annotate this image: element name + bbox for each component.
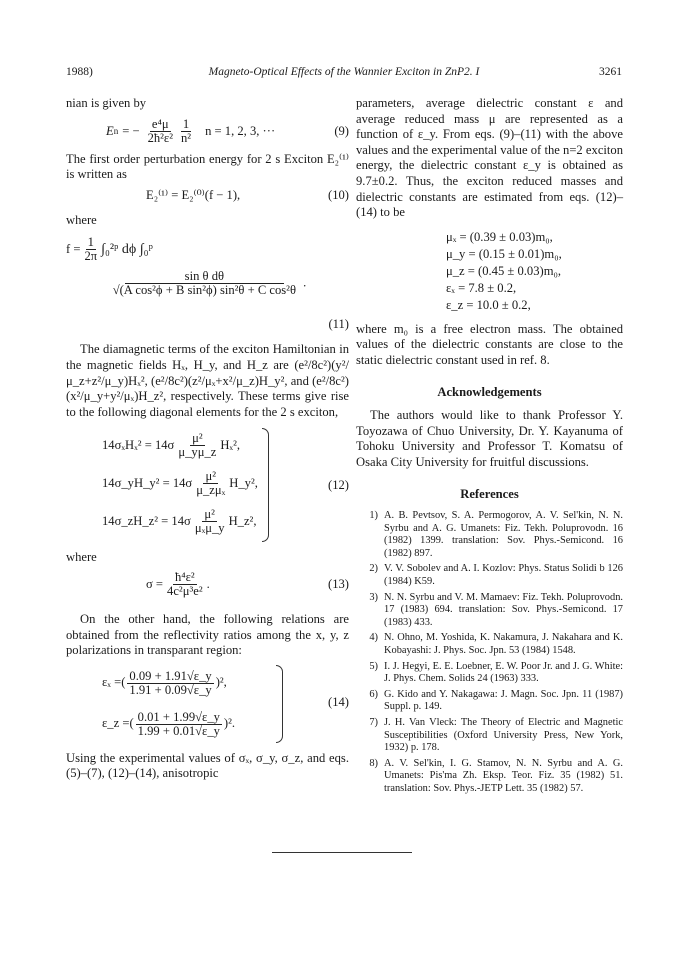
paragraph: The first order perturbation energy for 2 s Exciton E₂⁽¹⁾ is written as: [66, 151, 349, 182]
eq-row: [102, 464, 349, 502]
paragraph: where m₀ is a free electron mass. The obtained values of the dielectric constants are close to the static dielectric constant used in ref. 8.: [356, 321, 623, 367]
numerator: 0.09 + 1.91√ε_y: [129, 668, 212, 683]
paragraph: parameters, average dielectric constant ε and average reduced mass μ are represented as a function of ε_y. From eqs. (9)–(11) with the above values and the experimental value of the n=2 exciton energy, the dielectric constant ε_y is obtained as 9.7±0.2. Thus, the exciton reduced masses and dielectric constants are estimated from eqs. (12)–(14) to be: [356, 96, 623, 220]
denominator: μ_yμ_z: [178, 444, 217, 459]
eq-row: εₓ = ( $\frac{0.09 + 1.91√\varepsilon\_y}{1.91 + 0.09√\varepsilon\_y}$ ) ²,: [102, 668, 227, 697]
paragraph: The diamagnetic terms of the exciton Hamiltonian in the magnetic fields Hₓ, H_y, and H_z are (e²/8c²)(y²/μ_z+z²/μ_y)Hₓ², (e²/8c²)(z²/μₓ+x²/μ_z)H_y², and (e²/8c²)(x²/μ_y+y²/μₓ)H_z², respectively. These terms give rise to the following diagonal elements for the 2 s exciton,: [66, 342, 349, 419]
eq-row: [102, 426, 349, 464]
fraction: [165, 571, 205, 598]
eq-lhs: f =: [66, 241, 81, 256]
equation-10: [66, 183, 349, 209]
reference-text: J. H. Van Vleck: The Theory of Electric and Magnetic Susceptibilities (Oxford University Press, New York, 1932) p. 178.: [384, 717, 623, 754]
left-column: [66, 96, 349, 782]
header-year: 1988): [66, 66, 93, 78]
value-mu-z: μ_z = (0.45 ± 0.03)m₀,: [446, 263, 562, 278]
value-mu-y: μ_y = (0.15 ± 0.01)m₀,: [446, 246, 562, 261]
eq-rhs: ²,: [219, 675, 227, 690]
reference-item: [356, 758, 623, 796]
numerator: μ²: [204, 506, 215, 521]
numerator: μ²: [192, 430, 203, 445]
reference-number: 2): [369, 563, 378, 575]
equation-9: [66, 112, 349, 152]
reference-number: 8): [369, 757, 378, 769]
denominator: 2ħ²ε²: [147, 131, 173, 146]
paragraph: Using the experimental values of σₓ, σ_y, σ_z, and eqs. (5)–(7), (12)–(14), anisotropic: [66, 750, 349, 781]
eq-lhs: εₓ =: [102, 675, 122, 690]
denominator: n²: [181, 131, 192, 146]
numerator: μ²: [205, 468, 217, 483]
acknowledgements-text: The authors would like to thank Professor Y. Toyozawa of Chuo University, Dr. Y. Kayanuma of Tohoku University and Professor T. Komatsu of Osaka City University for fruitful discussions.: [356, 408, 623, 469]
eq-body: E₂⁽¹⁾ = E₂⁽⁰⁾(f − 1),: [146, 187, 241, 202]
eq-lhs: E: [106, 123, 114, 138]
end-rule: [272, 852, 412, 853]
eq-lhs: σ =: [146, 577, 164, 592]
equation-12: [66, 426, 349, 546]
value-eps-x: εₓ = 7.8 ± 0.2,: [446, 280, 517, 295]
equation-number: (9): [334, 123, 349, 138]
right-column: [356, 96, 623, 799]
estimated-values: [356, 229, 623, 314]
fraction: [176, 432, 218, 459]
denominator: √(A cos²ϕ + B sin²ϕ) sin²θ + C cos²θ: [112, 283, 296, 298]
reference-number: 6): [369, 688, 378, 700]
eq-lhs: 14σₓHₓ² = 14σ: [102, 437, 175, 452]
running-header: [66, 66, 622, 82]
reference-number: 1): [369, 510, 378, 522]
equation-number: (14): [328, 694, 349, 709]
eq-rhs: ².: [228, 716, 236, 731]
reference-number: 5): [369, 660, 378, 672]
numerator: 1: [87, 234, 94, 249]
reference-number: 7): [369, 717, 378, 728]
value-mu-x: μₓ = (0.39 ± 0.03)m₀,: [446, 229, 553, 244]
reference-item: [356, 592, 623, 630]
eq-sign: = −: [122, 123, 140, 138]
eq-lhs: 14σ_yH_y² = 14σ: [102, 475, 193, 490]
eq-line: $\frac{\text{sin θ dθ}}{\text{√(A cos²ϕ + B sin²ϕ) sin²θ + C cos²θ}}$ .: [112, 269, 307, 298]
numerator: sin θ dθ: [125, 270, 284, 284]
denominator: 1.99 + 0.01√ε_y: [137, 723, 220, 738]
reference-text: G. Kido and Y. Nakagawa: J. Magn. Soc. Jpn. 11 (1987) Suppl. p. 149.: [384, 688, 623, 713]
fraction: [111, 270, 298, 297]
numerator: 1: [182, 117, 190, 132]
eq-row: [102, 502, 349, 540]
equation-number: (11): [328, 316, 349, 331]
fraction: [136, 711, 222, 738]
numerator: ħ⁴ε²: [174, 570, 195, 585]
denominator: 2π: [84, 248, 98, 263]
numerator: 0.01 + 1.99√ε_y: [137, 709, 220, 724]
header-title: Magneto-Optical Effects of the Wannier Exciton in ZnP2. I: [208, 66, 480, 78]
denominator: μ_zμₓ: [196, 482, 226, 497]
reference-text: N. N. Syrbu and V. M. Mamaev: Fiz. Tekh. Poluprovodn. 17 (1983) 694. translation: Sov. Phys.-Semicond. 17 (1983) 433.: [384, 591, 623, 628]
equation-number: (13): [328, 577, 349, 592]
eq-rhs: Hₓ²,: [220, 437, 240, 452]
equation-number: (10): [328, 187, 349, 202]
reference-item: [356, 717, 623, 755]
reference-number: 4): [369, 632, 378, 644]
fraction: [179, 118, 193, 145]
fraction: [127, 670, 213, 697]
reference-text: I. J. Hegyi, E. E. Loebner, E. W. Poor Jr. and J. G. White: J. Phys. Chem. Solids 24 (1963) 333.: [384, 660, 623, 685]
reference-item: [356, 632, 623, 657]
paragraph: On the other hand, the following relations are obtained from the reflectivity ratios among the x, y, z polarizations in transparant region:: [66, 611, 349, 658]
denominator: 1.91 + 0.09√ε_y: [129, 682, 212, 697]
paragraph: where: [66, 550, 97, 565]
eq-lhs: ε_z =: [102, 716, 130, 731]
eq-rhs: H_z²,: [228, 513, 257, 528]
reference-text: V. V. Sobolev and A. I. Kozlov: Phys. Status Solidi b 126 (1984) K59.: [384, 563, 623, 588]
integral: ∫₀²ᵖ dϕ ∫₀ᵖ: [101, 241, 153, 257]
reference-number: 3): [369, 591, 378, 603]
fraction: [194, 470, 227, 497]
value-eps-z: ε_z = 10.0 ± 0.2,: [446, 297, 531, 312]
reference-text: A. B. Pevtsov, S. A. Permogorov, A. V. Sel'kin, N. N. Syrbu and A. G. Umanets: Fiz. Tekh. Poluprovodn. 16 (1982) 1399. translation: Sov. Phys.-Semicond. 16 (1982) 897.: [384, 510, 623, 559]
reference-item: [356, 689, 623, 714]
eq-rhs: H_y²,: [229, 475, 258, 490]
page-number: 3261: [599, 66, 622, 78]
acknowledgements-heading: Acknowledgements: [437, 384, 542, 399]
fraction: [146, 118, 175, 145]
paragraph: where: [66, 212, 97, 227]
reference-item: [356, 661, 623, 686]
denominator: 4c²μ³e²: [167, 584, 203, 599]
eq-range: n = 1, 2, 3, ···: [205, 123, 276, 138]
eq-row: ε_z = ( $\frac{0.01 + 1.99√\varepsilon\_y}{1.99 + 0.01√\varepsilon\_y}$ ) ².: [102, 709, 236, 738]
equation-13: σ = $\frac{\text{ħ⁴ε²}}{\text{4c²μ³e²}}$ . (13): [146, 570, 349, 599]
reference-text: A. V. Sel'kin, I. G. Stamov, N. N. Syrbu and A. G. Umanets: Pis'ma Zh. Eksp. Teor. Fiz. 35 (1982) 51. translation: Sov. Phys.-JETP Lett. 35 (1982) 57.: [384, 757, 623, 794]
right-brace: [276, 665, 283, 743]
reference-item: [356, 563, 623, 588]
eq-lhs: 14σ_zH_z² = 14σ: [102, 513, 191, 528]
reference-item: [356, 510, 623, 560]
fraction: [193, 508, 227, 535]
eq-sub: n: [113, 125, 119, 136]
denominator: μₓμ_y: [194, 520, 225, 535]
paragraph: nian is given by: [66, 96, 147, 110]
reference-list: [356, 510, 623, 795]
equation-14: [66, 663, 349, 745]
references-heading: References: [460, 486, 519, 501]
equation-number: (12): [328, 478, 349, 493]
fraction: [82, 236, 99, 263]
reference-text: N. Ohno, M. Yoshida, K. Nakamura, J. Nakahara and K. Kobayashi: J. Phys. Soc. Jpn. 53 (1984) 1548.: [384, 632, 623, 657]
numerator: e⁴μ: [151, 117, 169, 132]
eq-line: [66, 228, 349, 270]
right-brace: [262, 428, 269, 542]
equation-11: [66, 228, 349, 332]
